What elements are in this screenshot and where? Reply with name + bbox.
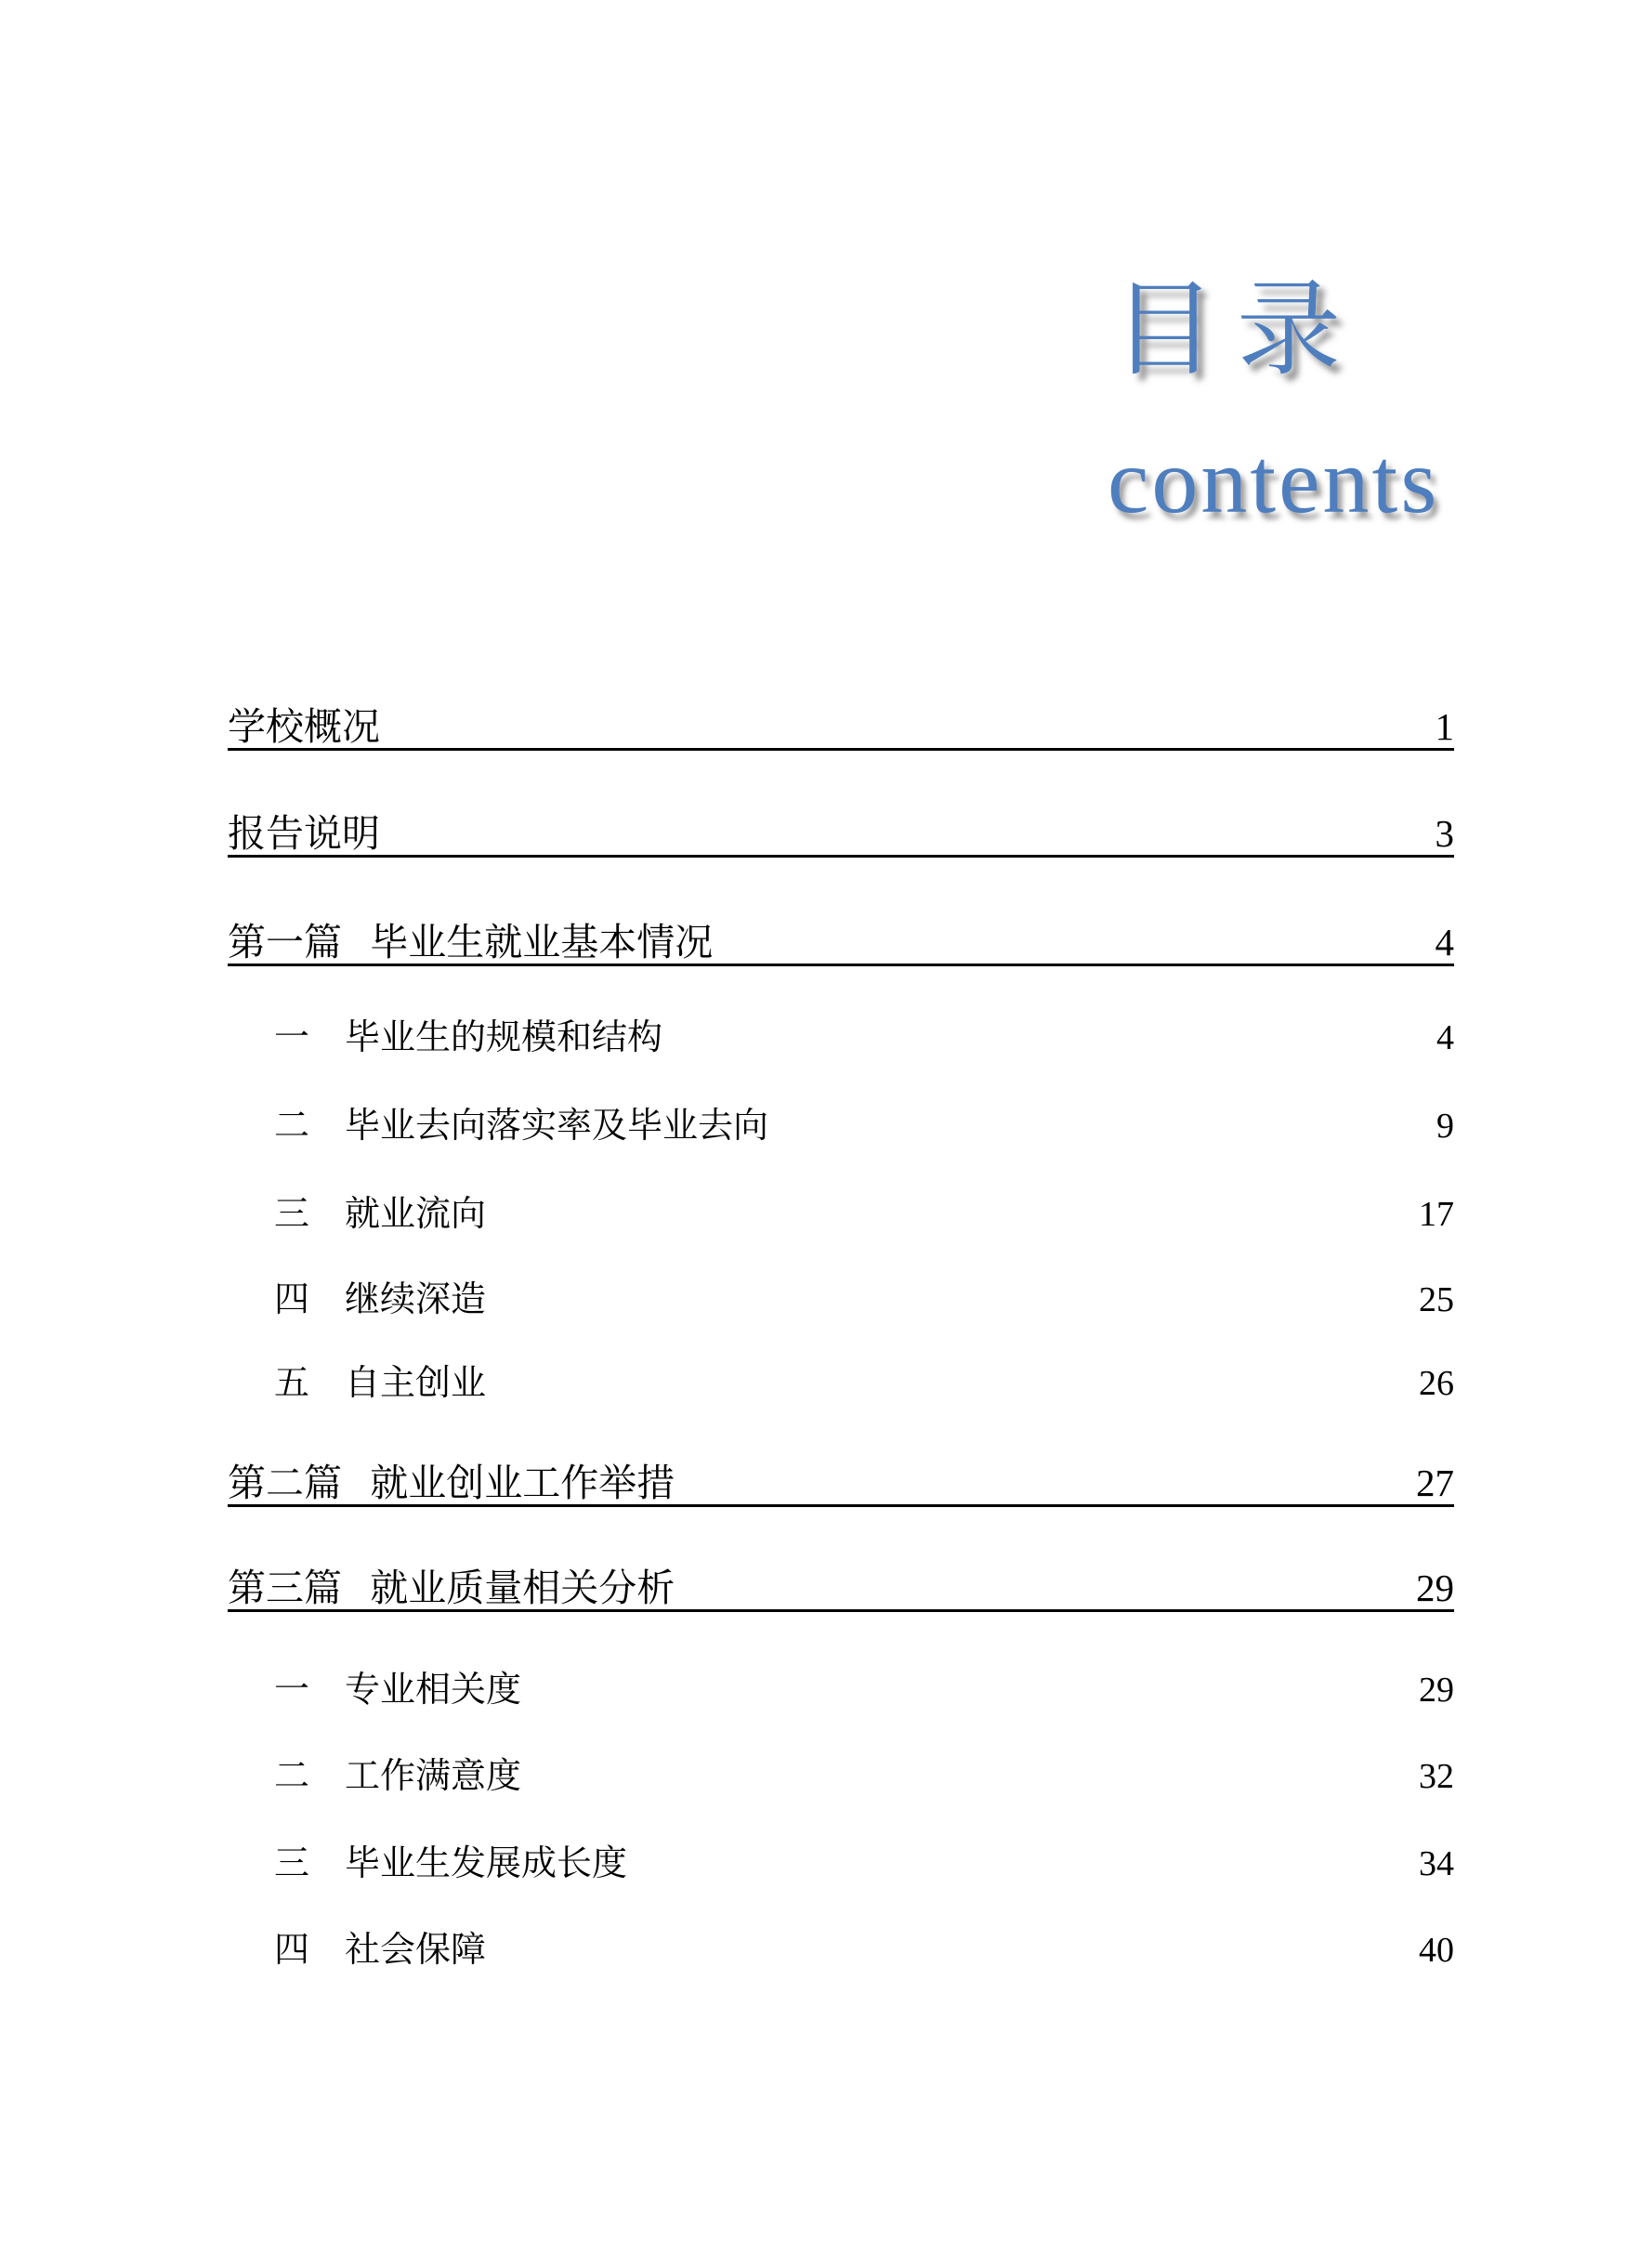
toc-subentry-numeral: 三 [274, 1844, 310, 1883]
toc-subentry-text [228, 1282, 486, 1318]
toc-entry-page-number: 17 [1419, 1195, 1454, 1234]
toc-entry-page-number: 26 [1419, 1364, 1454, 1403]
toc-subentry-text [228, 1672, 521, 1708]
toc-subentry-numeral: 四 [274, 1931, 310, 1970]
toc-entry-report-notes[interactable] [228, 802, 1454, 858]
toc-entry-label: 毕业生发展成长度 [345, 1844, 628, 1883]
toc-entry-part1[interactable] [228, 911, 1454, 966]
toc-entry-part3-sub2[interactable] [228, 1759, 1454, 1794]
toc-entry-label: 第一篇 毕业生就业基本情况 [228, 921, 714, 964]
toc-entry-part1-sub2[interactable] [228, 1108, 1454, 1144]
toc-entry-part1-sub4[interactable] [228, 1282, 1454, 1318]
toc-subentry-text [228, 1108, 768, 1144]
toc-entry-label: 学校概况 [228, 705, 380, 748]
toc-entry-part3-sub4[interactable] [228, 1933, 1454, 1968]
toc-entry-label: 专业相关度 [345, 1671, 522, 1710]
page-title-english: contents [1108, 429, 1440, 532]
toc-entry-label: 报告说明 [228, 812, 380, 855]
toc-entry-part3-sub1[interactable] [228, 1672, 1454, 1708]
toc-subentry-numeral: 三 [274, 1195, 310, 1234]
toc-entry-label: 第三篇 就业质量相关分析 [228, 1567, 675, 1609]
toc-entry-label: 自主创业 [345, 1364, 487, 1403]
toc-entry-label: 毕业去向落实率及毕业去向 [345, 1107, 769, 1146]
toc-subentry-numeral: 二 [274, 1107, 310, 1146]
toc-entry-page-number: 27 [1416, 1462, 1454, 1504]
toc-entry-page-number: 3 [1435, 812, 1454, 855]
toc-entry-part3[interactable] [228, 1556, 1454, 1612]
toc-subentry-text [228, 1846, 627, 1881]
toc-entry-page-number: 34 [1419, 1844, 1454, 1883]
toc-entry-page-number: 40 [1419, 1931, 1454, 1970]
toc-subentry-numeral: 一 [274, 1018, 310, 1057]
toc-entry-school-overview[interactable] [228, 695, 1454, 751]
toc-subentry-numeral: 二 [274, 1757, 310, 1796]
toc-entry-page-number: 9 [1436, 1107, 1454, 1146]
toc-subentry-numeral: 五 [274, 1364, 310, 1403]
toc-subentry-text [228, 1759, 521, 1794]
toc-entry-page-number: 1 [1435, 705, 1454, 748]
toc-entry-part1-sub5[interactable] [228, 1366, 1454, 1401]
toc-entry-label: 就业流向 [345, 1195, 487, 1234]
toc-entry-part1-sub1[interactable] [228, 1020, 1454, 1055]
toc-entry-page-number: 25 [1419, 1280, 1454, 1319]
toc-entry-label: 第二篇 就业创业工作举措 [228, 1462, 675, 1504]
toc-subentry-numeral: 四 [274, 1280, 310, 1319]
toc-entry-label: 工作满意度 [345, 1757, 522, 1796]
toc-entry-page-number: 32 [1419, 1757, 1454, 1796]
toc-entry-part3-sub3[interactable] [228, 1846, 1454, 1881]
toc-entry-label: 继续深造 [345, 1280, 487, 1319]
toc-entry-label: 毕业生的规模和结构 [345, 1018, 663, 1057]
page-title-chinese: 目录 [1112, 273, 1361, 388]
toc-entry-page-number: 4 [1435, 921, 1454, 964]
toc-entry-label: 社会保障 [345, 1931, 487, 1970]
toc-subentry-text [228, 1933, 486, 1968]
toc-subentry-numeral: 一 [274, 1671, 310, 1710]
toc-entry-page-number: 4 [1436, 1018, 1454, 1057]
toc-entry-page-number: 29 [1419, 1671, 1454, 1710]
toc-entry-page-number: 29 [1416, 1567, 1454, 1609]
toc-subentry-text [228, 1197, 486, 1232]
toc-entry-part1-sub3[interactable] [228, 1197, 1454, 1232]
toc-entry-part2[interactable] [228, 1451, 1454, 1507]
toc-subentry-text [228, 1366, 486, 1401]
toc-subentry-text [228, 1020, 662, 1055]
